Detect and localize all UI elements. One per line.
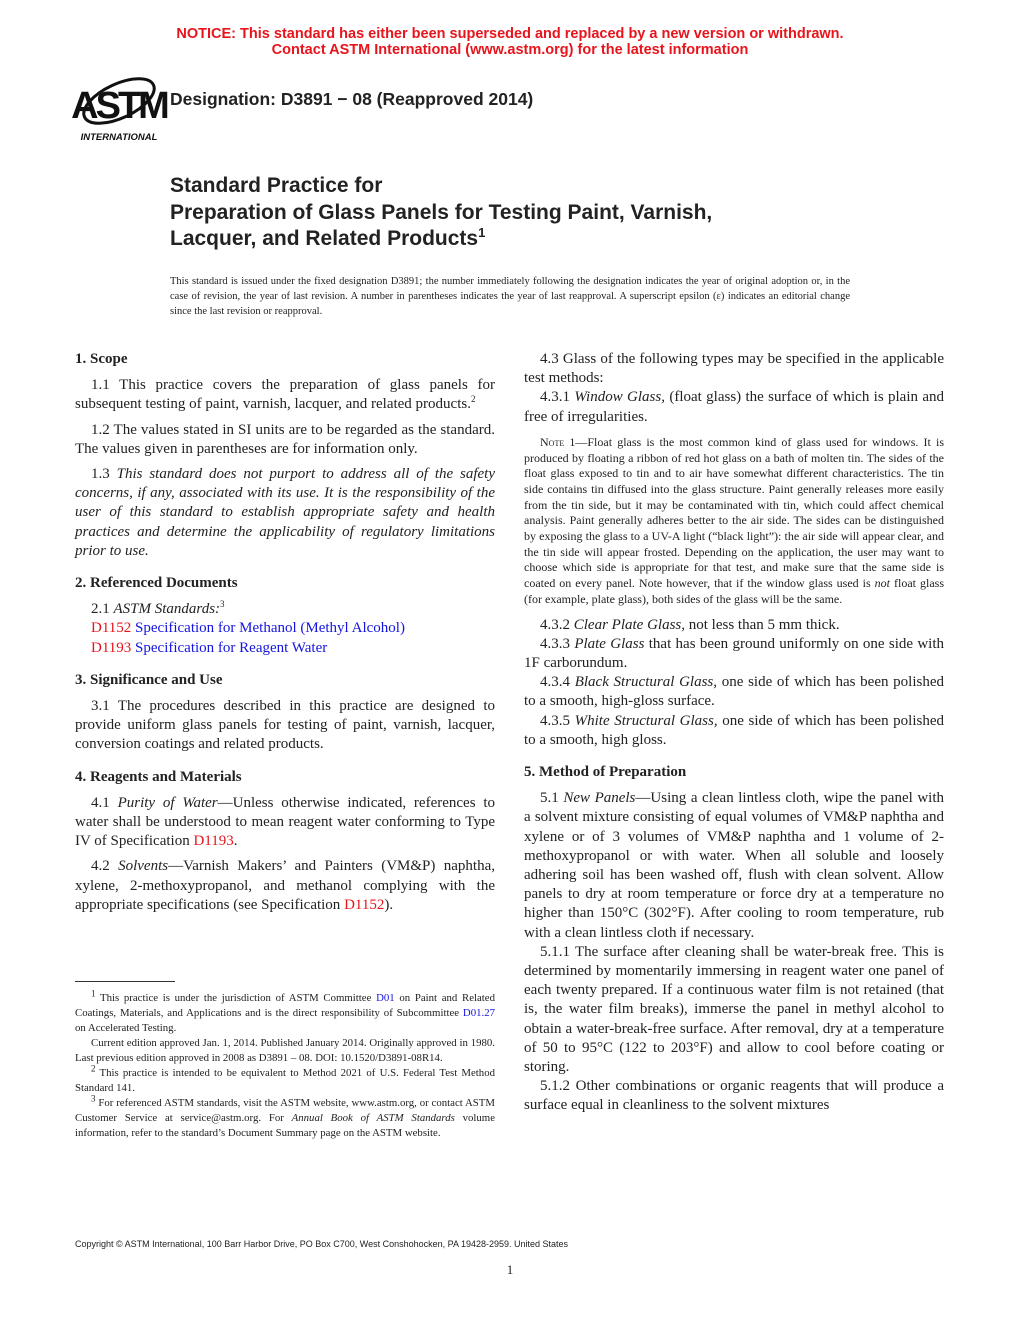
paragraph — [75, 600, 495, 619]
text-run: —Using a clean lintless cloth, wipe the panel with a solvent mixture consisting of equal volumes of VM&P naphtha and xylene or of 3 volumes of VM&P naphtha and 1 volume of 2-methoxypropanol or with water. When all soluble and loosely adhering soil has been washed off, flush with clean solvent. Allow panels to dry at room temperature or force dry at a temperature no higher than 150°C (302°F). After cooling to room temperature, rub with a clean lintless cloth if necessary. — [524, 790, 945, 941]
text-run: This standard does not purport to address all of the safety concerns, if any, associated with its use. It is the responsibility of the user of this standard to establish appropriate safety and health practices and determine the applicability of regulatory limitations prior to use. — [75, 466, 496, 559]
section-heading — [75, 574, 495, 593]
title-line-2: Preparation of Glass Panels for Testing Paint, Varnish, — [170, 200, 713, 224]
notice-line-1: NOTICE: This standard has either been superseded and replaced by a new version or withdrawn. — [176, 26, 844, 42]
section-heading — [75, 671, 495, 690]
paragraph — [524, 673, 944, 711]
notice-banner — [0, 26, 1020, 58]
text-run: on Accelerated Testing. — [75, 1022, 177, 1034]
document-link[interactable]: D1193 — [91, 639, 132, 656]
footnote-divider — [75, 981, 175, 982]
text-run: 1.3 — [91, 466, 117, 483]
text-run: 4.3 Glass of the following types may be specified in the applicable test methods: — [524, 351, 944, 387]
right-column — [524, 350, 944, 1116]
text-run: 4.3.5 — [540, 712, 575, 729]
referenced-document — [75, 639, 495, 658]
title-footnote-ref[interactable]: 1 — [478, 225, 486, 240]
text-run: 1. Scope — [75, 351, 128, 367]
text-run: 1.1 This practice covers the preparation of glass panels for subsequent testing of paint, varnish, lacquer, and related products. — [75, 377, 495, 413]
text-run: (float glass) the surface of which is plain and free of irregularities. — [524, 389, 945, 425]
text-run: 4.3.1 — [540, 389, 575, 406]
text-run: 5.1.2 Other combinations or organic reagents that will produce a surface equal in cleanliness to the solvent mixtures — [524, 1078, 944, 1114]
text-run: 4.3.2 — [540, 616, 574, 633]
paragraph — [524, 712, 944, 750]
document-link[interactable]: D1152 — [91, 620, 132, 637]
text-run: Current edition approved Jan. 1, 2014. Published January 2014. Originally approved in 1980. Last previous edition approved in 2008 as D3891 – 08. DOI: 10.1520/D3891-08R14. — [75, 1037, 495, 1064]
paragraph — [75, 794, 495, 852]
document-link[interactable]: Specification for Reagent Water — [131, 639, 328, 656]
footnote-ref[interactable]: 2 — [91, 1063, 96, 1074]
paragraph — [75, 988, 495, 1036]
text-run: 5.1.1 The surface after cleaning shall be water-break free. This is determined by momentarily immersing in reagent water one panel of each twenty prepared. If a continuous water film is not retained (that is, the water film breaks), immerse the panel in methyl alcohol to obtain a water-break-free surface. After removal, dry at a temperature of 50 to 95°C (122 to 203°F) and allow to cool before coating or storing. — [524, 943, 944, 1076]
text-run: —Unless otherwise indicated, references to water shall be understood to mean reagent water conforming to Type IV of Specification — [75, 794, 496, 850]
text-run: 4.2 — [91, 858, 119, 875]
svg-text:INTERNATIONAL: INTERNATIONAL — [80, 132, 158, 143]
text-run: on Paint and Related Coatings, Materials, and Applications and is the direct responsibility of Subcommittee — [75, 992, 495, 1019]
footnotes — [75, 988, 495, 1141]
footnote-ref[interactable]: 3 — [91, 1093, 96, 1104]
text-run: float glass (for example, plate glass), both sides of the glass will be the same. — [524, 576, 944, 606]
text-run: Annual Book of ASTM Standards — [291, 1112, 455, 1124]
text-run: one side of which has been polished to a smooth, high gloss. — [524, 712, 945, 748]
text-run: not less than 5 mm thick. — [685, 616, 840, 633]
text-run: that has been ground uniformly on one side with 1F carborundum. — [524, 635, 944, 671]
section-heading — [75, 768, 495, 787]
paragraph — [75, 421, 495, 459]
paragraph — [75, 857, 495, 915]
referenced-document — [75, 619, 495, 638]
text-run: Clear Plate Glass, — [573, 616, 685, 633]
note — [524, 435, 944, 608]
document-link[interactable]: Specification for Methanol (Methyl Alcohol) — [131, 620, 405, 637]
paragraph — [75, 1093, 495, 1141]
paragraph — [75, 1036, 495, 1066]
document-link[interactable]: D1152 — [344, 896, 385, 913]
paragraph — [524, 635, 944, 673]
section-heading — [524, 763, 944, 782]
footnote-ref[interactable]: 2 — [470, 394, 476, 405]
text-run: 4.3.4 — [540, 674, 575, 691]
text-run: Purity of Water — [117, 794, 218, 811]
text-run: Solvents — [118, 858, 169, 875]
text-run: volume information, refer to the standard’s Document Summary page on the ASTM website. — [75, 1112, 495, 1139]
page-number: 1 — [506, 1262, 514, 1277]
section-heading — [75, 350, 495, 369]
text-run: White Structural Glass, — [574, 712, 718, 729]
paragraph — [524, 616, 944, 635]
text-run: ASTM Standards: — [113, 601, 221, 618]
text-run: 3.1 The procedures described in this practice are designed to provide uniform glass panels for testing of paint, varnish, lacquer, conversion coatings and related products. — [75, 698, 495, 753]
text-run: —Float glass is the most common kind of glass used for windows. It is produced by floating a ribbon of red hot glass on a bath of molten tin. The sides of the float glass exposed to tin and to air have somewhat different characteristics. The tin side contains tin diffused into the glass structure. Paint generally releases more easily from the tin side, but it may be contaminated with tin, which could affect chemical analysis. Paint generally adheres better to the air side. The sides can be distinguished by exposing the glass to a UV-A light (“black light”): the air side will appear clear, and the tin side will appear frosted. Depending on the application, the user may want to choose which side is appropriate for that test, and make sure that the same side is coated on every panel. Note however, that if the window glass used is — [524, 434, 945, 591]
issuance-statement: This standard is issued under the fixed designation D3891; the number immediately following the designation indicates the year of original adoption or, in the case of revision, the year of last revision. A number in parentheses indicates the year of last reapproval. A superscript epsilon (ε) indicates an editorial change since the last revision or reapproval. — [170, 276, 850, 317]
paragraph — [524, 1077, 944, 1115]
text-run: 4.3.3 — [540, 635, 575, 652]
title-line-3: Lacquer, and Related Products — [170, 227, 479, 250]
paragraph — [524, 789, 944, 943]
text-run: ). — [384, 896, 394, 913]
text-run: 2.1 — [91, 601, 114, 618]
title-line-1: Standard Practice for — [170, 174, 383, 197]
notice-line-2: Contact ASTM International (www.astm.org) for the latest information — [271, 42, 749, 58]
document-link[interactable]: D01.27 — [462, 1007, 495, 1019]
paragraph — [75, 376, 495, 414]
document-link[interactable]: D01 — [376, 992, 395, 1004]
footnote-ref[interactable]: 3 — [220, 599, 225, 610]
text-run: —Varnish Makers’ and Painters (VM&P) naphtha, xylene, 2-methoxypropanol, and methanol complying with the appropriate specifications (see Specification — [75, 858, 495, 913]
text-run: 1.2 The values stated in SI units are to be regarded as the standard. The values given in parentheses are for information only. — [75, 421, 495, 457]
svg-text:ASTM: ASTM — [71, 85, 167, 127]
document-title — [170, 173, 712, 253]
document-link[interactable]: D1193 — [193, 833, 234, 850]
text-run: 4. Reagents and Materials — [75, 768, 242, 785]
paragraph — [75, 1063, 495, 1096]
text-run: 4.1 — [91, 794, 118, 811]
footnote-ref[interactable]: 1 — [91, 988, 96, 999]
paragraph — [75, 697, 495, 755]
text-run: 2. Referenced Documents — [75, 575, 238, 592]
text-run: For referenced ASTM standards, visit the ASTM website, www.astm.org, or contact ASTM Customer Service at service@astm.org. For — [75, 1097, 495, 1124]
left-column — [75, 350, 495, 921]
paragraph — [524, 350, 944, 388]
text-run: New Panels — [563, 790, 636, 807]
paragraph — [524, 943, 944, 1077]
paragraph — [524, 388, 944, 426]
designation: Designation: D3891 − 08 (Reapproved 2014) — [170, 89, 534, 109]
text-run: one side of which has been polished to a smooth, high-gloss surface. — [524, 674, 945, 710]
paragraph — [75, 465, 495, 561]
text-run: Plate Glass — [574, 635, 645, 652]
copyright: Copyright © ASTM International, 100 Barr Harbor Drive, PO Box C700, West Conshohocken, PA 19428-2959. United States — [75, 1239, 569, 1249]
text-run: Window Glass, — [574, 389, 665, 406]
text-run: 5. Method of Preparation — [524, 763, 687, 780]
text-run: 5.1 — [540, 790, 564, 807]
text-run: 3. Significance and Use — [75, 671, 223, 688]
text-run: Note 1 — [540, 434, 576, 449]
text-run: This practice is intended to be equivalent to Method 2021 of U.S. Federal Test Method Standard 141. — [75, 1067, 495, 1094]
text-run: This practice is under the jurisdiction of ASTM Committee — [95, 992, 377, 1004]
text-run: Black Structural Glass, — [574, 674, 718, 691]
text-run: . — [233, 833, 238, 850]
astm-logo — [71, 68, 167, 144]
text-run: not — [874, 576, 891, 591]
